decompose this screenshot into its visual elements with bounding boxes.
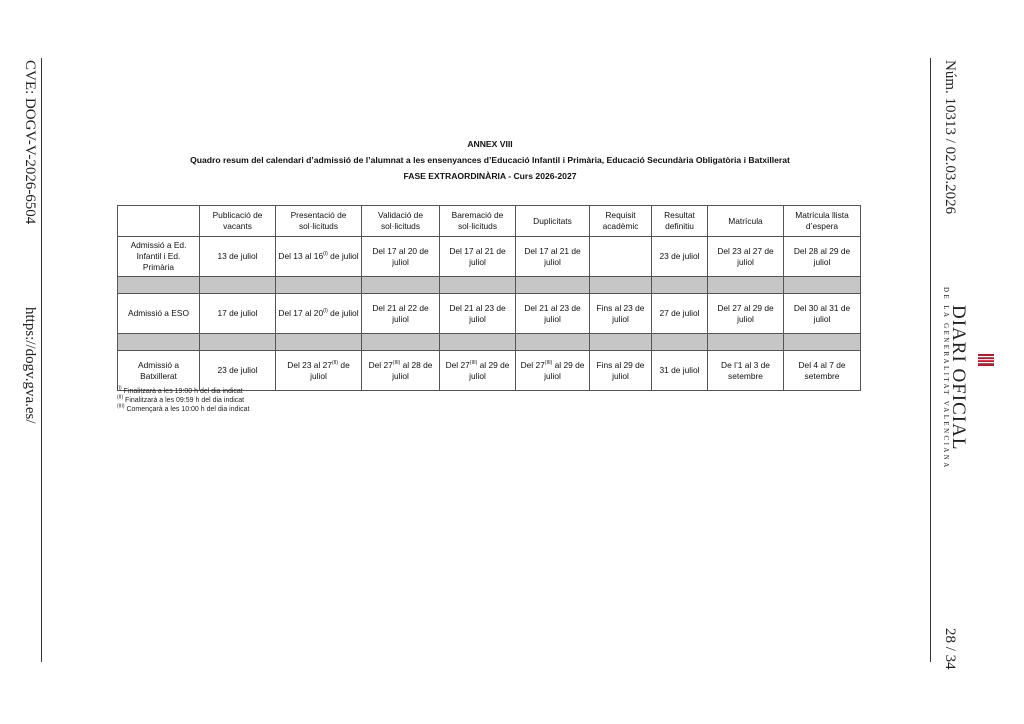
cell-resultat: 31 de juliol: [652, 351, 708, 391]
left-margin-rule: [41, 58, 42, 662]
cell-resultat: 23 de juliol: [652, 237, 708, 277]
cell-duplicitats: Del 21 al 23 de juliol: [516, 294, 590, 334]
cell-requisit: [590, 237, 652, 277]
header-cell-espera: Matrícula llista d’espera: [784, 206, 861, 237]
header-cell-baremacio: Baremació de sol·licituds: [440, 206, 516, 237]
cell-presentacio: Del 13 al $16^{(I)}$ de juliol: [276, 237, 362, 277]
footnotes: [117, 387, 249, 414]
cell-publicacio: 23 de juliol: [200, 351, 276, 391]
table-row: [118, 351, 861, 391]
phase-title: FASE EXTRAORDINÀRIA - Curs 2026-2027: [403, 171, 577, 181]
cell-matricula: Del 23 al 27 de juliol: [708, 237, 784, 277]
document-heading: [110, 136, 870, 184]
logo-subtitle: DE LA GENERALITAT VALENCIANA: [942, 287, 950, 470]
header-cell-duplicitats: Duplicitats: [516, 206, 590, 237]
cell-duplicitats: Del $27^{(III)}$ al 29 de juliol: [516, 351, 590, 391]
logo-title: DIARI OFICIAL: [948, 305, 969, 451]
cell-matricula: Del 27 al 29 de juliol: [708, 294, 784, 334]
header-cell-publicacio: Publicació de vacants: [200, 206, 276, 237]
cell-espera: Del 4 al 7 de setembre: [784, 351, 861, 391]
header-cell-empty: [118, 206, 200, 237]
row-label: Admissió a Ed. Infantil i Ed. Primària: [118, 237, 200, 277]
page-number: 28 / 34: [942, 628, 958, 670]
left-margin: [22, 60, 38, 424]
header-cell-matricula: Matrícula: [708, 206, 784, 237]
cell-baremacio: Del $27^{(III)}$ al 29 de juliol: [440, 351, 516, 391]
header-cell-validacio: Validació de sol·licituds: [362, 206, 440, 237]
cell-publicacio: 17 de juliol: [200, 294, 276, 334]
row-label: Admissió a ESO: [118, 294, 200, 334]
cell-espera: Del 28 al 29 de juliol: [784, 237, 861, 277]
admission-calendar-table: [117, 205, 861, 391]
footnote: $^{(III)}$ Començarà a les 10:00 h del dia indicat: [117, 403, 250, 413]
cell-presentacio: Del 23 al $27^{(II)}$ de juliol: [276, 351, 362, 391]
dogv-url-link[interactable]: https://dogv.gva.es/: [22, 307, 38, 424]
cell-validacio: Del $27^{(III)}$ al 28 de juliol: [362, 351, 440, 391]
cell-matricula: De l’1 al 3 de setembre: [708, 351, 784, 391]
cve-code: CVE: DOGV-V-2026-6504: [22, 60, 38, 225]
issue-number-date: Núm. 10313 / 02.03.2026: [942, 60, 958, 215]
cell-baremacio: Del 21 al 23 de juliol: [440, 294, 516, 334]
cell-validacio: Del 21 al 22 de juliol: [362, 294, 440, 334]
separator-row: [118, 277, 861, 294]
header-cell-presentacio: Presentació de sol·licituds: [276, 206, 362, 237]
table-title: Quadro resum del calendari d’admissió de l’alumnat a les ensenyances d’Educació Infantil i Primària, Educació Secundària Obligatòria i Batxillerat: [190, 155, 790, 165]
cell-espera: Del 30 al 31 de juliol: [784, 294, 861, 334]
table-header-row: [118, 206, 861, 237]
cell-baremacio: Del 17 al 21 de juliol: [440, 237, 516, 277]
cell-presentacio: Del 17 al $20^{(I)}$ de juliol: [276, 294, 362, 334]
cell-requisit: Fins al 23 de juliol: [590, 294, 652, 334]
separator-row: [118, 334, 861, 351]
header-cell-resultat: Resultat definitiu: [652, 206, 708, 237]
header-cell-requisit: Requisit acadèmic: [590, 206, 652, 237]
cell-duplicitats: Del 17 al 21 de juliol: [516, 237, 590, 277]
table-row: [118, 294, 861, 334]
table-row: [118, 237, 861, 277]
footnote: $^{(II)}$ Finalitzarà a les 09:59 h del dia indicat: [117, 394, 245, 404]
cell-resultat: 27 de juliol: [652, 294, 708, 334]
footnote: $^{(I)}$ Finalitzarà a les 19:00 h del dia indicat: [117, 385, 243, 395]
annex-title: ANNEX VIII: [467, 139, 513, 149]
cell-requisit: Fins al 29 de juliol: [590, 351, 652, 391]
generalitat-emblem-icon: [978, 353, 994, 367]
cell-publicacio: 13 de juliol: [200, 237, 276, 277]
cell-validacio: Del 17 al 20 de juliol: [362, 237, 440, 277]
row-label: Admissió a Batxillerat: [118, 351, 200, 391]
diari-oficial-logo: [923, 287, 973, 470]
